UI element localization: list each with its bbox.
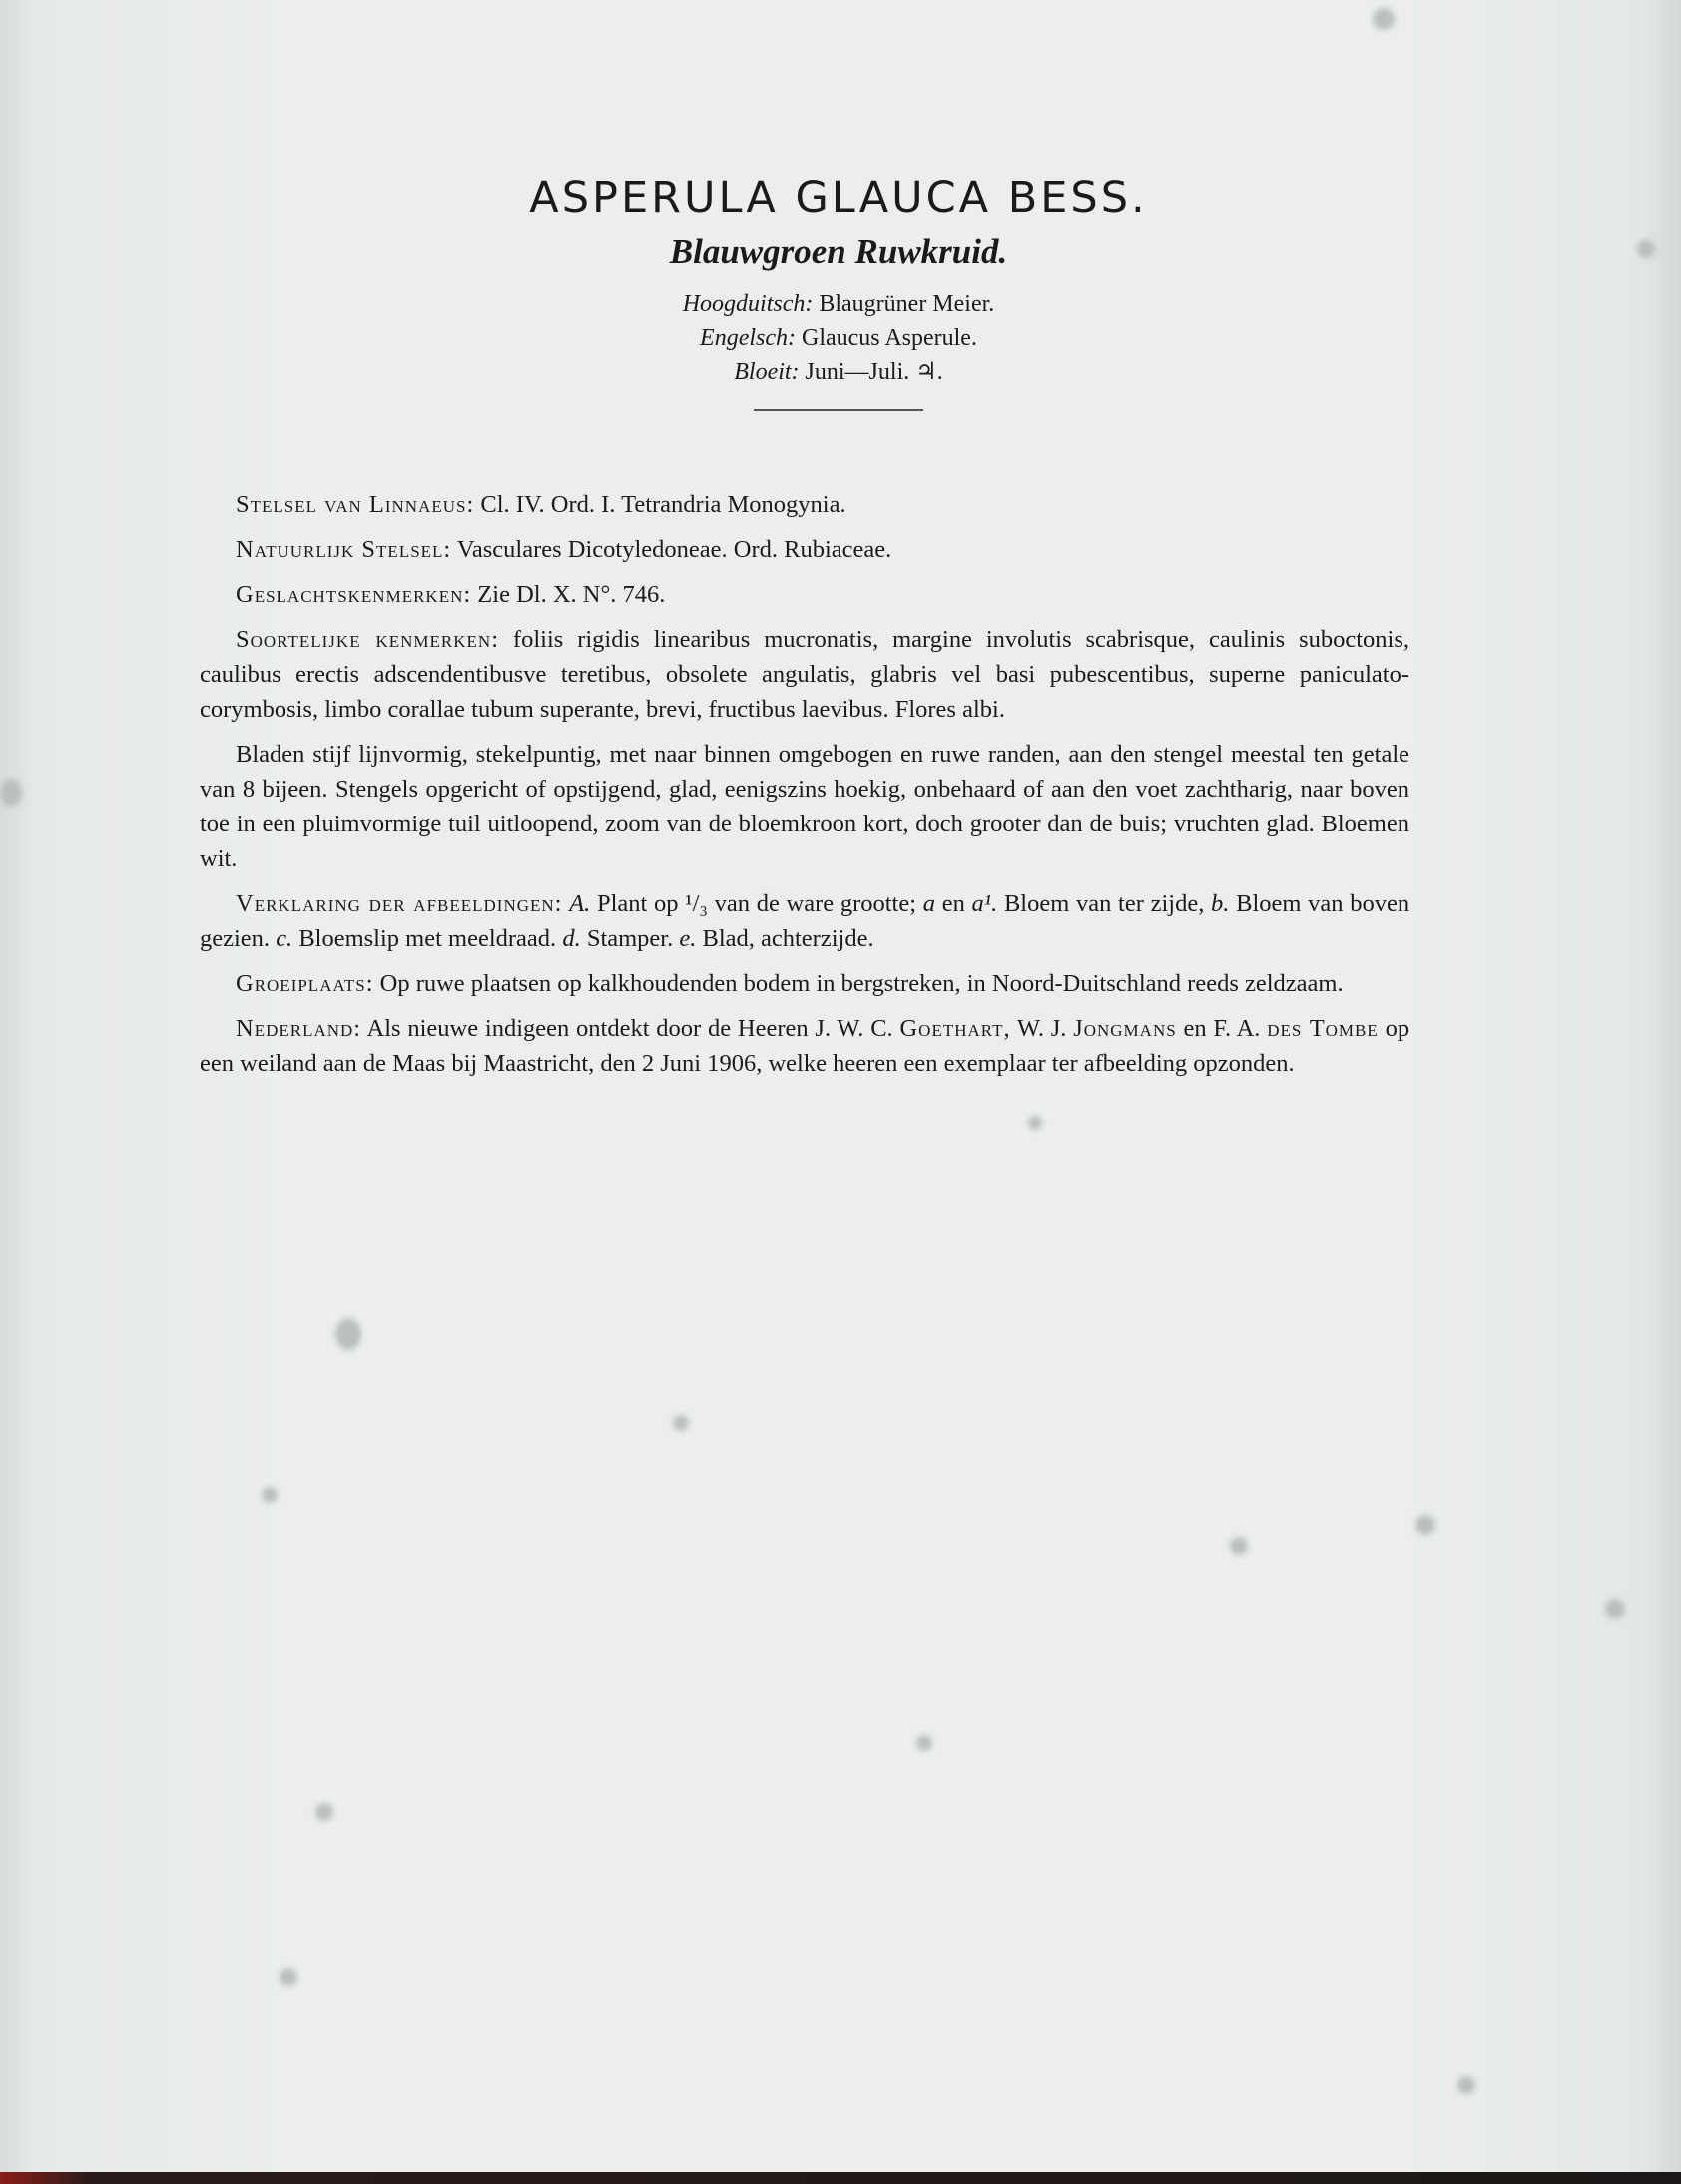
figure-key-a: a: [922, 890, 935, 917]
foxing-spot: [1457, 2076, 1475, 2094]
bloom-label: Bloeit:: [734, 359, 800, 385]
netherlands-paragraph: [200, 1011, 1409, 1081]
species-characters-paragraph: [200, 622, 1409, 727]
figure-key-c: c.: [276, 925, 293, 952]
dutch-description-text: Bladen stijf lijnvormig, stekelpuntig, met naar binnen omgebogen en ruwe randen, aan den stengel meestal ten getale van 8 bijeen. Stengels opgericht of opstijgend, glad, eenigszins hoekig, onbehaard of aan den voet zachtharig, naar boven toe in een pluimvormige tuil uitloopend, zoom van de bloemkroon kort, doch grooter dan de buis; vruchten glad. Bloemen wit.: [200, 741, 1409, 872]
linnaeus-paragraph: [200, 487, 1409, 522]
foxing-spot: [1230, 1537, 1248, 1555]
foxing-spot: [315, 1803, 333, 1821]
natural-system-text: Vasculares Dicotyledoneae. Ord. Rubiaceae.: [456, 536, 892, 563]
foxing-spot: [673, 1415, 689, 1431]
genus-paragraph: [200, 577, 1409, 612]
dutch-name: Blauwgroen Ruwkruid.: [669, 232, 1008, 271]
foxing-spot: [916, 1735, 932, 1751]
netherlands-text: W. J.: [1016, 1015, 1067, 1042]
foxing-spot: [280, 1968, 297, 1986]
netherlands-text: op een weiland aan de Maas bij Maastricht, den 2 Juni 1906, welke heeren een exemplaar ter afbeelding opzonden.: [200, 1015, 1410, 1077]
linnaeus-label: Stelsel van Linnaeus:: [236, 491, 475, 518]
plant-header: [439, 172, 1238, 411]
divider-rule: [754, 409, 923, 411]
figures-text: Blad, achterzijde.: [702, 925, 874, 952]
netherlands-text: en F. A.: [1183, 1015, 1261, 1042]
bloom-value: Juni—Juli. ♃.: [805, 359, 943, 385]
figure-key-A: A.: [569, 890, 591, 917]
figures-text: Bloemslip met meeldraad.: [298, 925, 557, 952]
genus-text: Zie Dl. X. N°. 746.: [477, 581, 666, 608]
foxing-spot: [335, 1318, 361, 1350]
figures-text: Plant op: [596, 890, 679, 917]
english-label: Engelsch:: [700, 325, 796, 351]
figures-fraction: ¹/₃: [685, 890, 708, 917]
figures-text: Bloem van boven gezien.: [200, 890, 1410, 952]
collector-name: Goethart,: [899, 1015, 1011, 1042]
foxing-spot: [1637, 240, 1655, 258]
figure-key-e: e.: [679, 925, 697, 952]
english-name-line: [439, 321, 1238, 355]
figures-text: Bloem van ter zijde,: [1003, 890, 1205, 917]
german-name-line: [439, 287, 1238, 321]
netherlands-text: Als nieuwe indigeen ontdekt door de Heeren J. W. C.: [366, 1015, 893, 1042]
linnaeus-text: Cl. IV. Ord. I. Tetrandria Monogynia.: [480, 491, 846, 518]
collector-name: Jongmans: [1073, 1015, 1177, 1042]
genus-label: Geslachtskenmerken:: [236, 581, 472, 608]
foxing-spot: [1028, 1116, 1042, 1130]
foxing-spot: [1605, 1599, 1625, 1619]
habitat-text: Op ruwe plaatsen op kalkhoudenden bodem in bergstreken, in Noord-Duitschland reeds zeldzaam.: [379, 970, 1344, 997]
habitat-paragraph: [200, 966, 1409, 1001]
german-label: Hoogduitsch:: [682, 291, 814, 317]
english-value: Glaucus Asperule.: [802, 325, 977, 351]
foxing-spot: [262, 1487, 278, 1503]
species-characters-label: Soortelijke kenmerken:: [236, 626, 500, 653]
description-body: [200, 487, 1409, 1091]
foxing-spot: [1415, 1515, 1435, 1535]
book-cover-edge: [0, 2172, 1681, 2184]
species-title: ASPERULA GLAUCA BESS.: [529, 173, 1148, 223]
foxing-spot: [0, 779, 22, 807]
foxing-spot: [1373, 8, 1395, 30]
natural-system-label: Natuurlijk Stelsel:: [236, 536, 452, 563]
habitat-label: Groeiplaats:: [236, 970, 374, 997]
figure-key-a1: a¹.: [971, 890, 998, 917]
natural-system-paragraph: [200, 532, 1409, 567]
german-value: Blaugrüner Meier.: [819, 291, 995, 317]
species-characters-text: foliis rigidis linearibus mucronatis, margine involutis scabrisque, caulinis suboctonis, caulibus erectis adscendentibusve teretibus, obsolete angulatis, glabris vel basi pubescentibus, superne paniculato-corymbosis, limbo corallae tubum superante, brevi, fructibus laevibus. Flores albi.: [200, 626, 1409, 723]
figures-label: Verklaring der afbeeldingen:: [236, 890, 563, 917]
figures-text: Stamper.: [586, 925, 674, 952]
netherlands-label: Nederland:: [236, 1015, 362, 1042]
collector-name: des Tombe: [1267, 1015, 1379, 1042]
dutch-description-paragraph: [200, 737, 1409, 876]
figure-key-b: b.: [1211, 890, 1230, 917]
figures-text: en: [941, 890, 965, 917]
figures-paragraph: [200, 886, 1409, 956]
figure-key-d: d.: [562, 925, 581, 952]
figures-text: van de ware grootte;: [714, 890, 917, 917]
bloom-line: [439, 355, 1238, 389]
